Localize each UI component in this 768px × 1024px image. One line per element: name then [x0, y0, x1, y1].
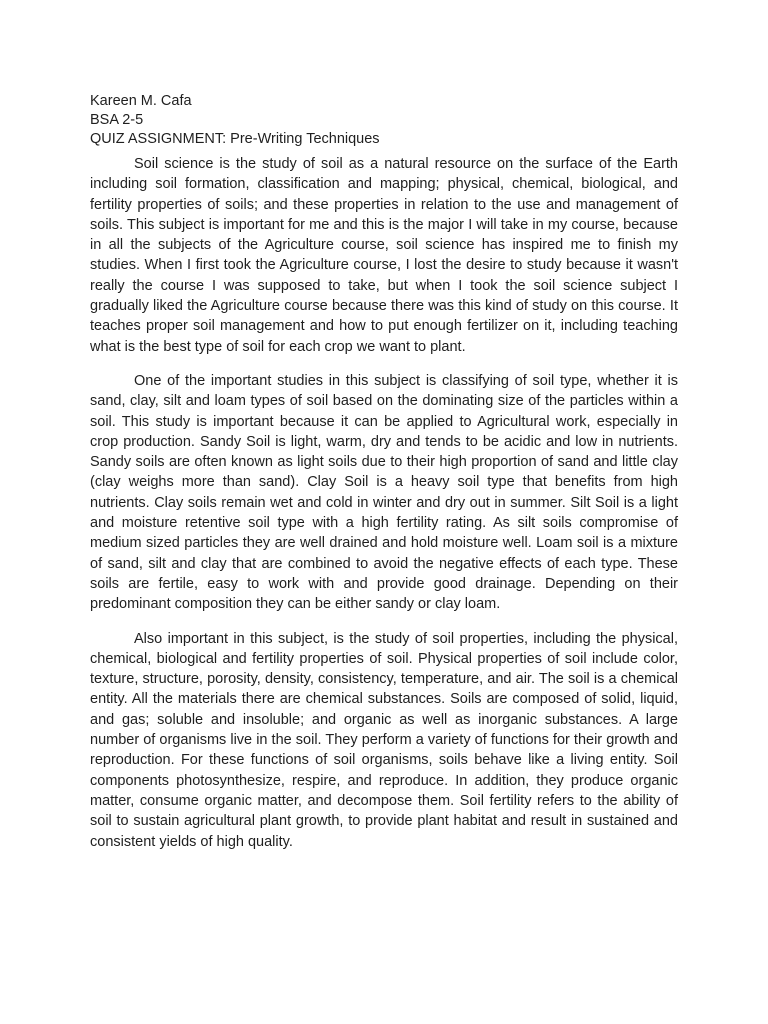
paragraph-soil-properties: Also important in this subject, is the study of soil properties, including the physical, chemical, biological and fertility properties of soil. Physical properties of soil include color, texture, structure, porosity, density, consistency, temperature, and air. The soil is a chemical entity. All the materials there are chemical substances. Soils are composed of solid, liquid, and gas; soluble and insoluble; and organic as well as inorganic substances. A large number of organisms live in the soil. They perform a variety of functions for their growth and reproduction. For these functions of soil organisms, soils behave like a living entity. Soil components photosynthesize, respire, and reproduce. In addition, they produce organic matter, consume organic matter, and decompose them. Soil fertility refers to the ability of soil to sustain agricultural plant growth, to provide plant habitat and result in sustained and consistent yields of high quality.: [90, 630, 678, 850]
paragraph-soil-science-intro: Soil science is the study of soil as a natural resource on the surface of the Earth including soil formation, classification and mapping; physical, chemical, biological, and fertility properties of soils; and these properties in relation to the use and management of soils. This subject is important for me and this is the major I will take in my course, because in all the subjects of the Agriculture course, soil science has inspired me to finish my studies. When I first took the Agriculture course, I lost the desire to study because it wasn't really the course I was supposed to take, but when I took the soil science subject I gradually liked the Agriculture course because there was this kind of study on this course. It teaches proper soil management and how to put enough fertilizer on it, including teaching what is the best type of soil for each crop we want to plant.: [90, 156, 678, 355]
document-page: [90, 92, 678, 852]
assignment-title: QUIZ ASSIGNMENT: Pre-Writing Techniques: [90, 131, 380, 147]
paragraph-soil-types: One of the important studies in this subject is classifying of soil type, whether it is sand, clay, silt and loam types of soil based on the dominating size of the particles within a soil. This study is important because it can be applied to Agricultural work, especially in crop production. Sandy Soil is light, warm, dry and tends to be acidic and low in nutrients. Sandy soils are often known as light soils due to their high proportion of sand and little clay (clay weighs more than sand). Clay Soil is a heavy soil type that benefits from high nutrients. Clay soils remain wet and cold in winter and dry out in summer. Silt Soil is a light and moisture retentive soil type with a high fertility rating. As silt soils compromise of medium sized particles they are well drained and hold moisture well. Loam soil is a mixture of sand, silt and clay that are combined to avoid the negative effects of each type. These soils are fertile, easy to work with and provide good drainage. Depending on their predominant composition they can be either sandy or clay loam.: [90, 372, 678, 613]
author-name: Kareen M. Cafa: [90, 93, 192, 109]
course-section: BSA 2-5: [90, 112, 144, 128]
